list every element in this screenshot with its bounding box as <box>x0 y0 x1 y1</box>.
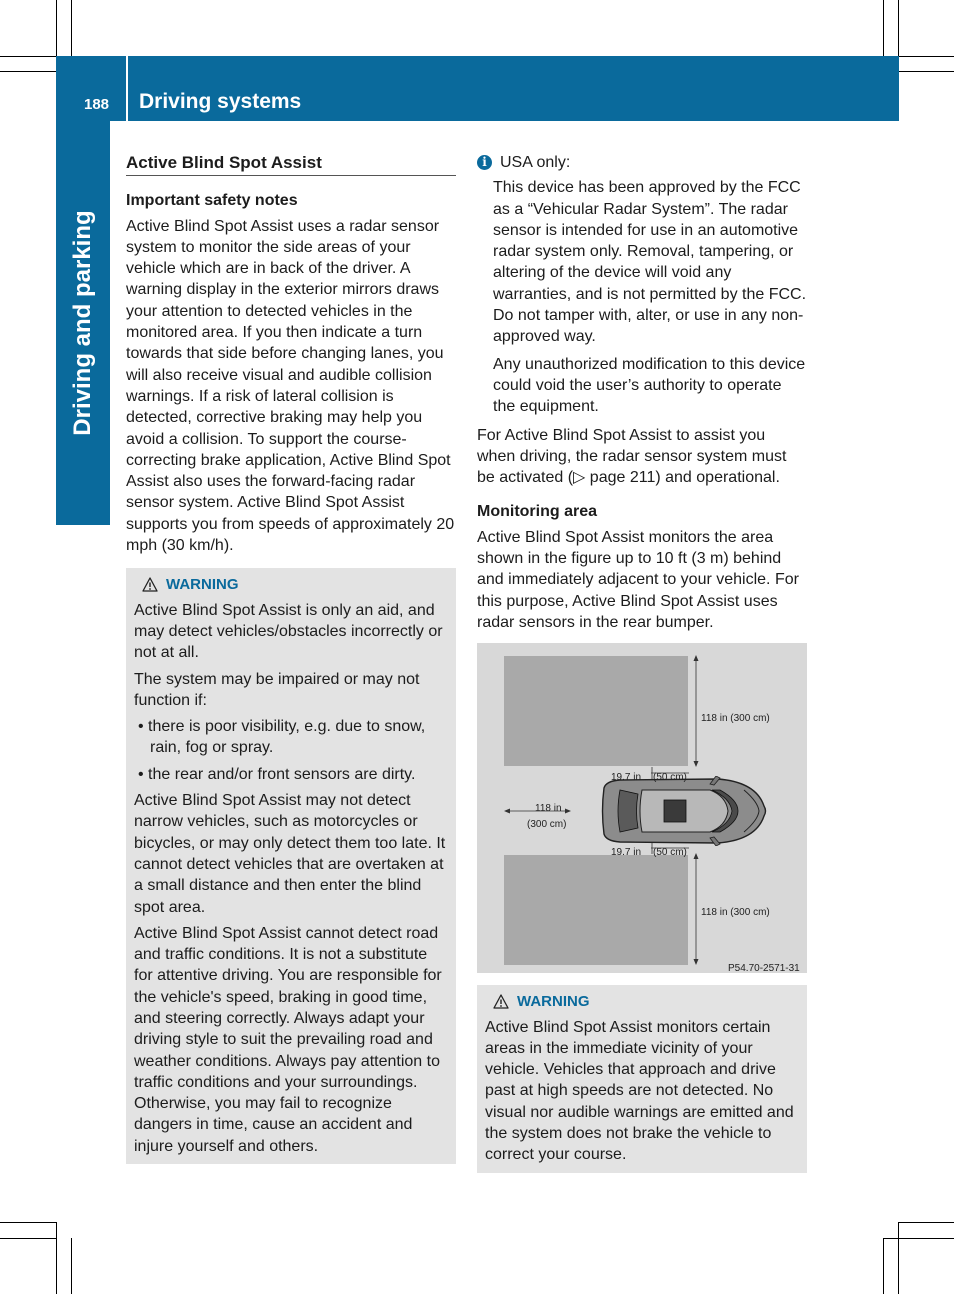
page-header <box>56 56 899 121</box>
bottom-gap-cm: (50 cm) <box>653 847 687 859</box>
topic-heading: Active Blind Spot Assist <box>126 152 456 176</box>
warning-label: WARNING <box>517 993 590 1011</box>
section-title: Driving systems <box>139 90 302 113</box>
crop-mark <box>71 0 72 56</box>
top-gap-cm: (50 cm) <box>653 772 687 784</box>
monitoring-paragraph: Active Blind Spot Assist monitors the area shown in the figure up to 10 ft (3 m) behind and immediately adjacent to your vehicle. For this purpose, Active Blind Spot Assist uses radar sensors in the rear bumper. <box>477 528 799 631</box>
rear-zone-length-cm: (300 cm) <box>527 819 567 831</box>
crop-mark <box>0 1238 56 1239</box>
info-paragraph: This device has been approved by the FCC as a “Vehicular Radar System”. The radar sensor is intended for use in an automotive radar system only. Removal, tampering, or altering of the device will void any warranties, and is not permitted by the FCC. Do not tamper with, alter, or use in any non-approved way. <box>493 179 807 346</box>
info-paragraph: Any unauthorized modification to this device could void the user’s authority to operate the equipment. <box>493 355 806 416</box>
chapter-tab <box>56 121 110 525</box>
figure-code: P54.70-2571-31 <box>728 963 800 975</box>
warning-box <box>477 985 807 1172</box>
warning-bullet: • the rear and/or front sensors are dirty. <box>138 765 416 783</box>
right-column <box>477 152 807 1173</box>
chapter-tab-label: Driving and parking <box>69 210 96 436</box>
crop-mark <box>0 71 56 72</box>
crop-mark <box>899 71 954 72</box>
bottom-zone-length: 118 in (300 cm) <box>701 907 770 919</box>
left-column <box>126 152 456 1164</box>
header-separator <box>126 56 128 121</box>
warning-paragraph: Active Blind Spot Assist monitors certain areas in the immediate vicinity of your vehicle. Vehicles that approach and drive past at high speeds are not detected. No visual nor audible warnings are emitted and the system does not brake the vehicle to correct your course. <box>485 1018 794 1164</box>
monitoring-area-figure <box>477 643 807 973</box>
crop-mark <box>0 56 56 57</box>
crop-mark <box>56 1222 57 1294</box>
rear-zone-length: 118 in <box>535 803 562 815</box>
top-zone-length: 118 in (300 cm) <box>701 713 770 725</box>
warning-triangle-icon <box>493 994 509 1009</box>
warning-paragraph: Active Blind Spot Assist may not detect narrow vehicles, such as motorcycles or bicycles, or may only detect them too late. It cannot detect vehicles that are overtaken at a small distance and then enter the blind spot area. <box>134 792 446 916</box>
bottom-gap-inches: 19.7 in <box>611 847 642 859</box>
monitoring-heading: Monitoring area <box>477 503 598 521</box>
warning-header <box>142 574 448 595</box>
warning-paragraph: Active Blind Spot Assist cannot detect road and traffic conditions. It is not a substitute for attentive driving. You are responsible for the vehicle's speed, braking in good time, and steering correctly. Always adapt your driving style to suit the prevailing road and weather conditions. Always pay attention to traffic conditions and your surroundings. Otherwise, you may fail to recognize dangers in time, cause an accident and injure yourself and others. <box>134 924 442 1155</box>
warning-box <box>126 568 456 1164</box>
safety-heading: Important safety notes <box>126 192 298 210</box>
crop-mark <box>883 0 884 56</box>
warning-paragraph: The system may be impaired or may not function if: <box>134 670 420 709</box>
info-label: USA only: <box>500 154 571 171</box>
page-number: 188 <box>84 96 110 113</box>
warning-header <box>493 991 799 1012</box>
activation-paragraph: For Active Blind Spot Assist to assist you when driving, the radar sensor system must be activated (▷ page 211) and operational. <box>477 426 787 487</box>
crop-mark <box>883 1238 954 1239</box>
crop-mark <box>0 1222 56 1223</box>
warning-triangle-icon <box>142 577 158 592</box>
crop-mark <box>899 1222 954 1223</box>
warning-bullet: • there is poor visibility, e.g. due to snow, rain, fog or spray. <box>138 718 426 757</box>
crop-mark <box>883 1238 884 1294</box>
info-header <box>477 152 807 173</box>
top-gap-inches: 19.7 in <box>611 772 642 784</box>
crop-mark <box>898 1222 899 1294</box>
intro-paragraph: Active Blind Spot Assist uses a radar sensor system to monitor the side areas of your vehicle which are in back of the driver. A warning display in the exterior mirrors draws your attention to detected vehicles in the monitored area. If you then indicate a turn towards that side before changing lanes, you will also receive visual and audible collision warnings. If a risk of lateral collision is detected, corrective braking may help you avoid a collision. To support the course-correcting brake application, Active Blind Spot Assist also uses the forward-facing radar sensor system. Active Blind Spot Assist supports you from speeds of approximately 20 mph (30 km/h). <box>126 217 455 555</box>
warning-label: WARNING <box>166 576 239 594</box>
crop-mark <box>71 1238 72 1294</box>
info-icon: i <box>477 155 492 170</box>
crop-mark <box>899 56 954 57</box>
warning-paragraph: Active Blind Spot Assist is only an aid, and may detect vehicles/obstacles incorrectly or not at all. <box>134 601 443 662</box>
